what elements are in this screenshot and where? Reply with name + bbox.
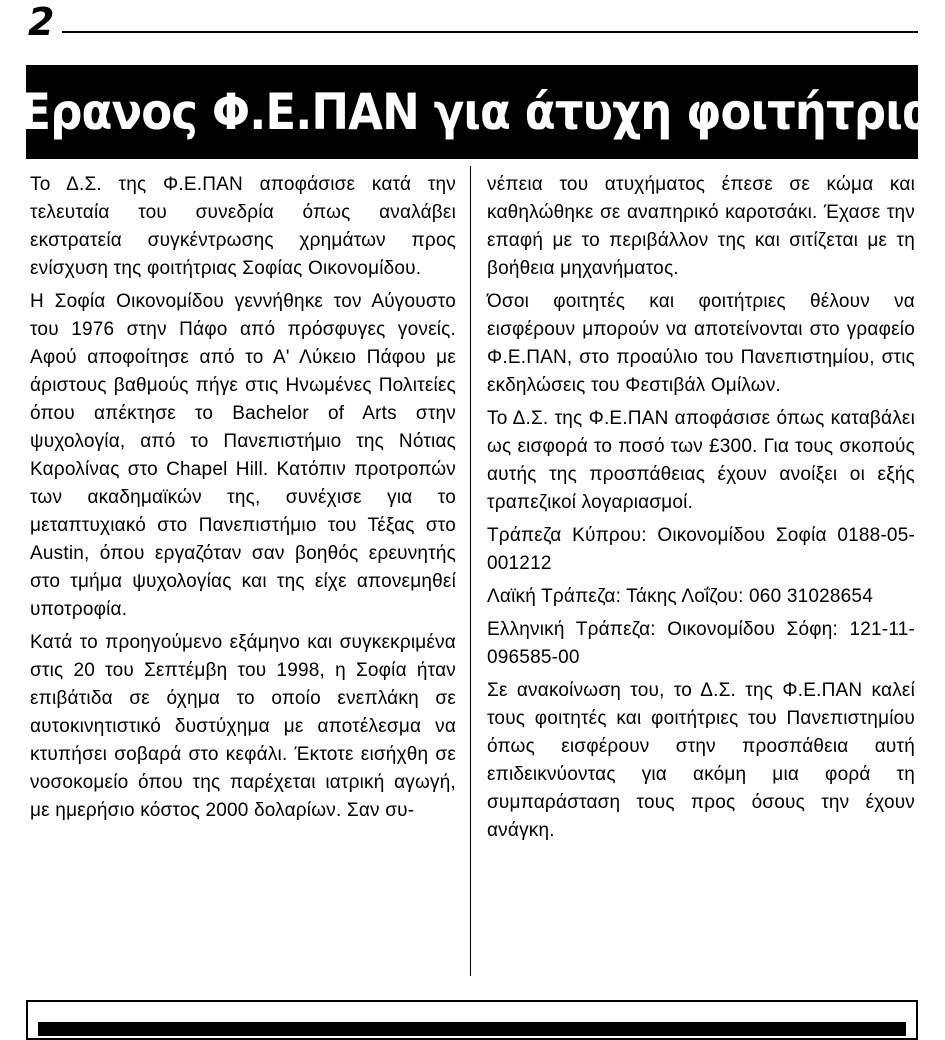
top-rule	[62, 31, 918, 33]
next-article-banner	[38, 1022, 906, 1036]
bank-account: Λαϊκή Τράπεζα: Τάκης Λοΐζου: 060 31028654	[487, 586, 873, 607]
left-column	[30, 171, 456, 830]
headline: Έρανος Φ.Ε.ΠΑΝ για άτυχη φοιτήτρια	[12, 83, 932, 141]
paragraph: νέπεια του ατυχήματος έπεσε σε κώμα και καθηλώθηκε σε αναπηρικό καροτσάκι. Έχασε την επαφή με το περιβάλλον της και σιτίζεται με τη βοήθεια μηχανήματος.	[487, 174, 915, 279]
paragraph: Η Σοφία Οικονομίδου γεννήθηκε τον Αύγουστο του 1976 στην Πάφο από πρόσφυγες γονείς. Αφού αποφοίτησε από το Α' Λύκειο Πάφου με άριστους βαθμούς πήγε στις Ηνωμένες Πολιτείες όπου απέκτησε το Bachelor of Arts στην ψυχολογία, από το Πανεπιστήμιο της Νότιας Καρολίνας στο Chapel Hill. Κατόπιν προτροπών των ακαδημαϊκών της, συνέχισε για το μεταπτυχιακό στο Πανεπιστήμιο του Τέξας στο Austin, όπου εργαζόταν σαν βοηθός ερευνητής στο τμήμα ψυχολογίας και της είχε απονεμηθεί υποτροφία.	[30, 291, 456, 620]
bank-account: Ελληνική Τράπεζα: Οικονομίδου Σόφη: 121-11-096585-00	[487, 619, 915, 668]
paragraph: Το Δ.Σ. της Φ.Ε.ΠΑΝ αποφάσισε κατά την τελευταία του συνεδρία όπως αναλάβει εκστρατεία συγκέντρωσης χρημάτων προς ενίσχυση της φοιτήτριας Σοφίας Οικονομίδου.	[30, 174, 456, 279]
headline-banner	[12, 65, 932, 159]
right-column	[487, 171, 915, 850]
page-number: 2	[28, 0, 55, 44]
paragraph: Σε ανακοίνωση του, το Δ.Σ. της Φ.Ε.ΠΑΝ καλεί τους φοιτητές και φοιτήτριες του Πανεπιστημίου όπως εισφέρουν στην προσπάθεια αυτή επιδεικνύοντας για ακόμη μια φορά τη συμπαράσταση τους προς όσους την έχουν ανάγκη.	[487, 680, 915, 841]
bank-account: Τράπεζα Κύπρου: Οικονομίδου Σοφία 0188-05-001212	[487, 525, 915, 574]
column-divider	[470, 166, 471, 976]
paragraph: Όσοι φοιτητές και φοιτήτριες θέλουν να εισφέρουν μπορούν να αποτείνονται στο γραφείο Φ.Ε.ΠΑΝ, στο προαύλιο του Πανεπιστημίου, στις εκδηλώσεις του Φεστιβάλ Ομίλων.	[487, 291, 915, 396]
paragraph: Κατά το προηγούμενο εξάμηνο και συγκεκριμένα στις 20 του Σεπτέμβη του 1998, η Σοφία ήταν επιβάτιδα σε όχημα το οποίο ενεπλάκη σε αυτοκινητιστικό δυστύχημα με αποτέλεσμα να κτυπήσει σοβαρά στο κεφάλι. Έκτοτε εισήχθη σε νοσοκομείο όπου της παρέχεται ιατρική αγωγή, με ημερήσιο κόστος 2000 δολαρίων. Σαν συ-	[30, 632, 456, 821]
paragraph: Το Δ.Σ. της Φ.Ε.ΠΑΝ αποφάσισε όπως καταβάλει ως εισφορά το ποσό των £300. Για τους σκοπούς αυτής της προσπάθειας έχουν ανοίξει οι εξής τραπεζικοί λογαριασμοί.	[487, 408, 915, 513]
